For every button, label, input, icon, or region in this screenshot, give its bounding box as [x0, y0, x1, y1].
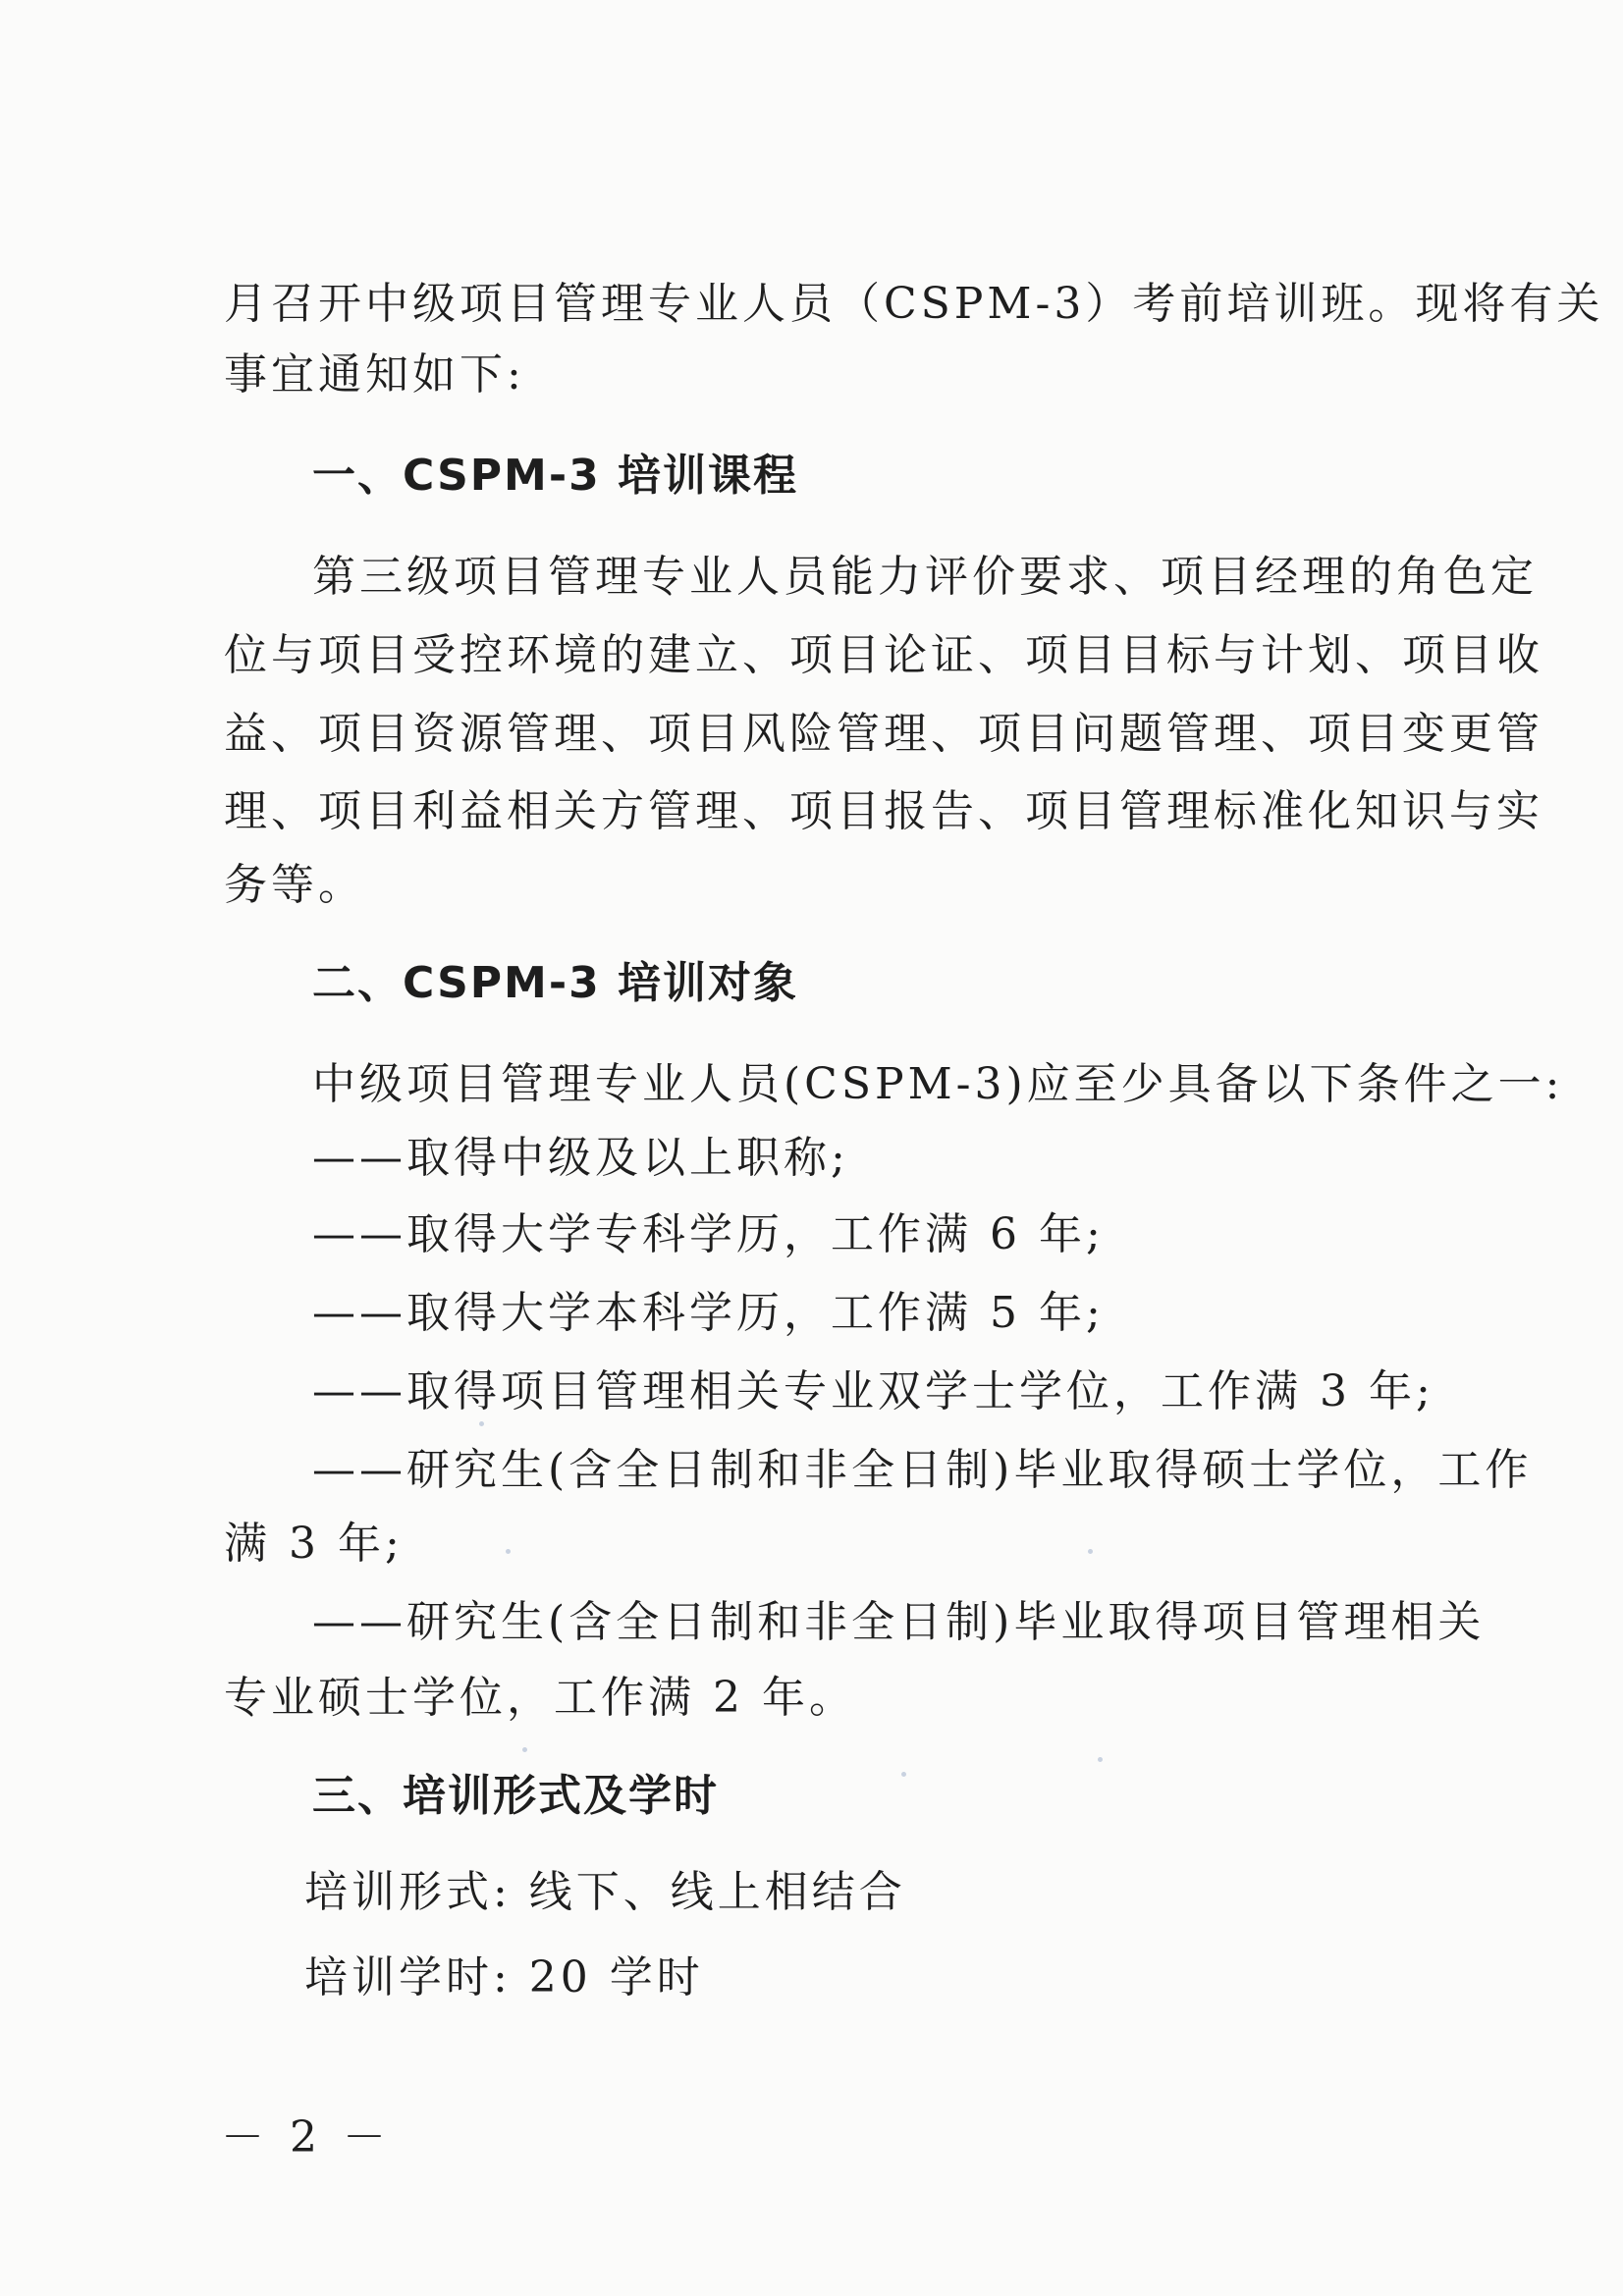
- condition-line-4: ——取得项目管理相关专业双学士学位，工作满 3 年;: [312, 1366, 1434, 1416]
- condition-line-6-cont: 专业硕士学位，工作满 2 年。: [224, 1673, 856, 1723]
- scan-speck: [1098, 1757, 1103, 1762]
- section-heading-3: 三、培训形式及学时: [312, 1771, 719, 1821]
- body-line-1: 月召开中级项目管理专业人员（CSPM-3）考前培训班。现将有关: [224, 279, 1604, 329]
- condition-line-1: ——取得中级及以上职称;: [312, 1133, 849, 1183]
- condition-line-5-cont: 满 3 年;: [224, 1519, 404, 1569]
- body-line-5: 益、项目资源管理、项目风险管理、项目问题管理、项目变更管: [224, 709, 1543, 759]
- training-format-line: 培训形式: 线下、线上相结合: [304, 1867, 906, 1917]
- body-line-4: 位与项目受控环境的建立、项目论证、项目目标与计划、项目收: [224, 630, 1543, 680]
- body-line-2: 事宜通知如下:: [224, 349, 525, 400]
- body-line-8: 中级项目管理专业人员(CSPM-3)应至少具备以下条件之一:: [312, 1059, 1564, 1109]
- body-line-7: 务等。: [224, 860, 365, 910]
- condition-line-2: ——取得大学专科学历，工作满 6 年;: [312, 1209, 1105, 1259]
- body-line-3: 第三级项目管理专业人员能力评价要求、项目经理的角色定: [312, 552, 1538, 602]
- section-heading-1: 一、CSPM-3 培训课程: [312, 451, 799, 501]
- condition-line-3: ——取得大学本科学历，工作满 5 年;: [312, 1288, 1105, 1338]
- scan-speck: [901, 1772, 906, 1777]
- scan-speck: [479, 1421, 484, 1426]
- scan-speck: [506, 1549, 511, 1554]
- scan-speck: [522, 1747, 527, 1752]
- section-heading-2: 二、CSPM-3 培训对象: [312, 958, 799, 1008]
- page-number: － 2 －: [221, 2112, 392, 2163]
- training-hours-line: 培训学时: 20 学时: [304, 1952, 704, 2002]
- body-line-6: 理、项目利益相关方管理、项目报告、项目管理标准化知识与实: [224, 786, 1543, 836]
- condition-line-5: ——研究生(含全日制和非全日制)毕业取得硕士学位，工作: [312, 1445, 1533, 1495]
- condition-line-6: ——研究生(含全日制和非全日制)毕业取得项目管理相关: [312, 1597, 1486, 1647]
- scan-speck: [1088, 1549, 1093, 1554]
